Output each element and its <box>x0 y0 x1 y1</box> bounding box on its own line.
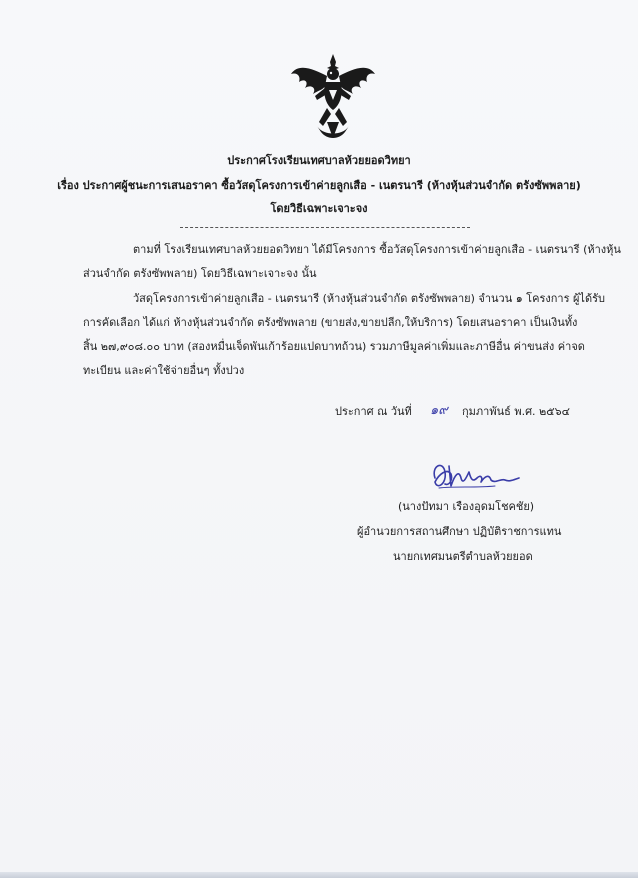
procurement-method: โดยวิธีเฉพาะเจาะจง <box>270 202 368 215</box>
page-bottom-edge <box>0 872 638 878</box>
announce-prefix: ประกาศ ณ วันที่ <box>335 405 412 418</box>
paragraph-1-line-2: ส่วนจำกัด ตรังซัพพลาย) โดยวิธีเฉพาะเจาะจง นั้น <box>83 267 317 280</box>
signature-image <box>425 456 525 494</box>
announce-day-handwritten: ๑๙ <box>430 403 448 418</box>
section-divider <box>180 227 470 228</box>
signatory-position: ผู้อำนวยการสถานศึกษา ปฏิบัติราชการแทน <box>357 525 562 538</box>
paragraph-2-line-2: การคัดเลือก ได้แก่ ห้างหุ้นส่วนจำกัด ตรังซัพพลาย (ขายส่ง,ขายปลีก,ให้บริการ) โดยเสนอราคา เป็นเงินทั้ง <box>83 316 578 329</box>
announce-month-year: กุมภาพันธ์ พ.ศ. ๒๕๖๔ <box>462 405 570 418</box>
paragraph-2-line-1: วัสดุโครงการเข้าค่ายลูกเสือ - เนตรนารี (ห้างหุ้นส่วนจำกัด ตรังซัพพลาย) จำนวน ๑ โครงการ ผู้ได้รับ <box>133 292 605 305</box>
signatory-authority: นายกเทศมนตรีตำบลห้วยยอด <box>393 550 533 563</box>
document-title: ประกาศโรงเรียนเทศบาลห้วยยอดวิทยา <box>227 154 411 167</box>
paragraph-1-line-1: ตามที่ โรงเรียนเทศบาลห้วยยอดวิทยา ได้มีโครงการ ซื้อวัสดุโครงการเข้าค่ายลูกเสือ - เนตรนารี (ห้างหุ้น <box>133 243 621 256</box>
signatory-name: (นางปัทมา เรืองอุดมโชคชัย) <box>398 500 535 513</box>
document-subject: เรื่อง ประกาศผู้ชนะการเสนอราคา ซื้อวัสดุโครงการเข้าค่ายลูกเสือ - เนตรนารี (ห้างหุ้นส่วนจำกัด ตรังซัพพลาย) <box>57 179 581 192</box>
paragraph-2-line-4: ทะเบียน และค่าใช้จ่ายอื่นๆ ทั้งปวง <box>83 364 245 377</box>
paragraph-2-line-3: สิ้น ๒๗,๙๐๘.๐๐ บาท (สองหมื่นเจ็ดพันเก้าร้อยแปดบาทถ้วน) รวมภาษีมูลค่าเพิ่มและภาษีอื่น ค่าขนส่ง ค่าจด <box>83 340 585 353</box>
garuda-emblem-icon <box>287 52 379 142</box>
